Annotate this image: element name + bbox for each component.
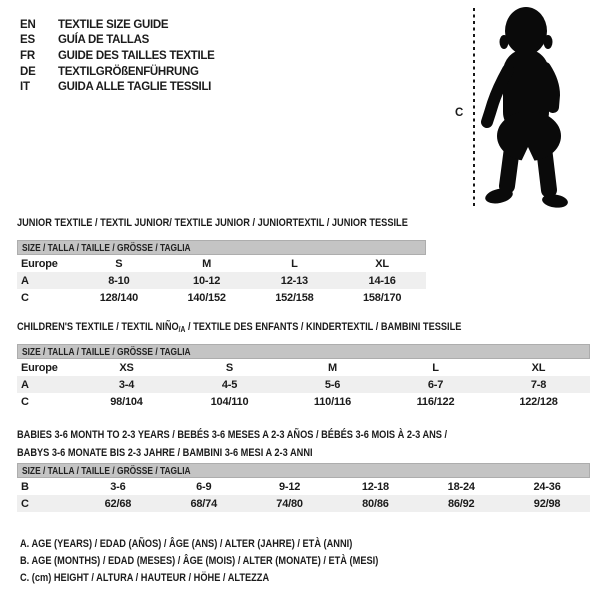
lang-title: GUÍA DE TALLAS bbox=[58, 34, 149, 47]
table-row bbox=[17, 478, 590, 495]
children-section-title bbox=[17, 321, 546, 336]
table-cell: 152/158 bbox=[275, 291, 314, 304]
table-cell: XL bbox=[375, 257, 389, 270]
size-header-bar bbox=[17, 240, 426, 255]
legend-notes bbox=[20, 536, 447, 586]
note-b bbox=[20, 553, 447, 570]
children-title-main: CHILDREN'S TEXTILE / TEXTIL NIÑO bbox=[17, 321, 179, 333]
children-title-text bbox=[17, 321, 461, 336]
children-title-sub: /A bbox=[178, 325, 186, 334]
row-label: B bbox=[21, 480, 29, 493]
language-title-list bbox=[20, 17, 215, 95]
note-a bbox=[20, 536, 447, 553]
table-row bbox=[17, 289, 426, 306]
table-cell: 5-6 bbox=[324, 378, 341, 391]
table-row bbox=[17, 255, 426, 272]
table-cell: 74/80 bbox=[276, 497, 303, 510]
table-cell: 104/110 bbox=[210, 395, 249, 408]
table-cell: 80/86 bbox=[362, 497, 389, 510]
lang-title: TEXTILGRÖßENFÜHRUNG bbox=[58, 65, 199, 78]
size-header-text: SIZE / TALLA / TAILLE / GRÖSSE / TAGLIA bbox=[22, 241, 191, 254]
lang-row-it bbox=[20, 79, 215, 95]
note-b-text: B. AGE (MONTHS) / EDAD (MESES) / ÂGE (MOIS) / ALTER (MONATE) / ETÀ (MESI) bbox=[20, 555, 379, 568]
table-cell: L bbox=[432, 361, 439, 374]
size-header-text: SIZE / TALLA / TAILLE / GRÖSSE / TAGLIA bbox=[22, 464, 191, 477]
row-label: C bbox=[21, 395, 29, 408]
table-cell: 3-4 bbox=[118, 378, 135, 391]
baby-silhouette-icon bbox=[470, 0, 600, 215]
table-cell: 12-18 bbox=[361, 480, 389, 493]
children-size-table bbox=[17, 344, 590, 410]
size-header-bar bbox=[17, 344, 590, 359]
table-cell: 110/116 bbox=[313, 395, 352, 408]
table-cell: XS bbox=[119, 361, 134, 374]
table-cell: 62/68 bbox=[104, 497, 132, 510]
row-label: A bbox=[21, 274, 29, 287]
note-a-text: A. AGE (YEARS) / EDAD (AÑOS) / ÂGE (ANS) / ALTER (JAHRE) / ETÀ (ANNI) bbox=[20, 538, 353, 551]
table-row bbox=[17, 495, 590, 512]
note-c bbox=[20, 570, 447, 587]
table-cell: 3-6 bbox=[110, 480, 126, 493]
note-c-text: C. (cm) HEIGHT / ALTURA / HAUTEUR / HÖHE / ALTEZZA bbox=[20, 571, 270, 584]
lang-row-es bbox=[20, 33, 215, 49]
babies-title-line2: BABYS 3-6 MONATE BIS 2-3 JAHRE / BAMBINI 3-6 MESI A 2-3 ANNI bbox=[17, 446, 313, 459]
table-cell: L bbox=[291, 257, 298, 270]
junior-title-text: JUNIOR TEXTILE / TEXTIL JUNIOR/ TEXTILE JUNIOR / JUNIORTEXTIL / JUNIOR TESSILE bbox=[17, 217, 408, 229]
size-header-text: SIZE / TALLA / TAILLE / GRÖSSE / TAGLIA bbox=[22, 345, 191, 358]
table-cell: 86/92 bbox=[447, 497, 475, 510]
babies-size-table bbox=[17, 463, 590, 512]
table-cell: 98/104 bbox=[110, 395, 143, 408]
table-cell: 9-12 bbox=[278, 480, 301, 493]
table-row bbox=[17, 359, 590, 376]
junior-size-table bbox=[17, 240, 426, 306]
table-row bbox=[17, 393, 590, 410]
table-cell: 128/140 bbox=[99, 291, 139, 304]
lang-code: EN bbox=[20, 18, 36, 31]
table-cell: 7-8 bbox=[530, 378, 547, 391]
height-measure-label: C bbox=[455, 107, 464, 119]
size-header-bar bbox=[17, 463, 590, 478]
row-label: C bbox=[21, 497, 29, 510]
row-label: Europe bbox=[21, 361, 58, 374]
table-cell: 158/170 bbox=[362, 291, 402, 304]
figure-area bbox=[450, 0, 600, 215]
table-cell: 24-36 bbox=[533, 480, 561, 493]
row-label: C bbox=[21, 291, 29, 304]
lang-row-de bbox=[20, 64, 215, 80]
lang-title: GUIDE DES TAILLES TEXTILE bbox=[58, 49, 215, 62]
table-cell: 140/152 bbox=[187, 291, 226, 304]
table-cell: M bbox=[202, 257, 212, 270]
table-cell: 116/122 bbox=[416, 395, 455, 408]
table-cell: 12-13 bbox=[280, 274, 308, 287]
table-cell: 10-12 bbox=[193, 274, 221, 287]
table-cell: 68/74 bbox=[190, 497, 217, 510]
table-cell: XL bbox=[531, 361, 546, 374]
lang-row-fr bbox=[20, 48, 215, 64]
lang-code: FR bbox=[20, 49, 35, 62]
lang-title: TEXTILE SIZE GUIDE bbox=[58, 18, 169, 31]
lang-row-en bbox=[20, 17, 215, 33]
table-cell: 122/128 bbox=[519, 395, 558, 408]
lang-code: DE bbox=[20, 65, 36, 78]
row-label: Europe bbox=[21, 257, 58, 270]
table-cell: 6-9 bbox=[196, 480, 212, 493]
table-cell: 18-24 bbox=[447, 480, 475, 493]
babies-section-title bbox=[17, 427, 529, 462]
table-cell: 4-5 bbox=[221, 378, 238, 391]
table-row bbox=[17, 376, 590, 393]
table-cell: M bbox=[328, 361, 337, 374]
babies-title-line1: BABIES 3-6 MONTH TO 2-3 YEARS / BEBÉS 3-6 MESES A 2-3 AÑOS / BÉBÉS 3-6 MOIS À 2-3 ANS / bbox=[17, 429, 448, 441]
table-row bbox=[17, 272, 426, 289]
table-cell: S bbox=[115, 257, 123, 270]
row-label: A bbox=[21, 378, 29, 391]
children-title-rest: / TEXTILE DES ENFANTS / KINDERTEXTIL / BAMBINI TESSILE bbox=[185, 321, 462, 333]
junior-section-title bbox=[17, 217, 482, 229]
lang-code: ES bbox=[20, 34, 35, 47]
table-cell: 14-16 bbox=[368, 274, 396, 287]
table-cell: 6-7 bbox=[427, 378, 444, 391]
table-cell: 8-10 bbox=[108, 274, 130, 287]
table-cell: S bbox=[225, 361, 234, 374]
table-cell: 92/98 bbox=[533, 497, 561, 510]
lang-title: GUIDA ALLE TAGLIE TESSILI bbox=[58, 81, 212, 94]
lang-code: IT bbox=[20, 81, 30, 94]
